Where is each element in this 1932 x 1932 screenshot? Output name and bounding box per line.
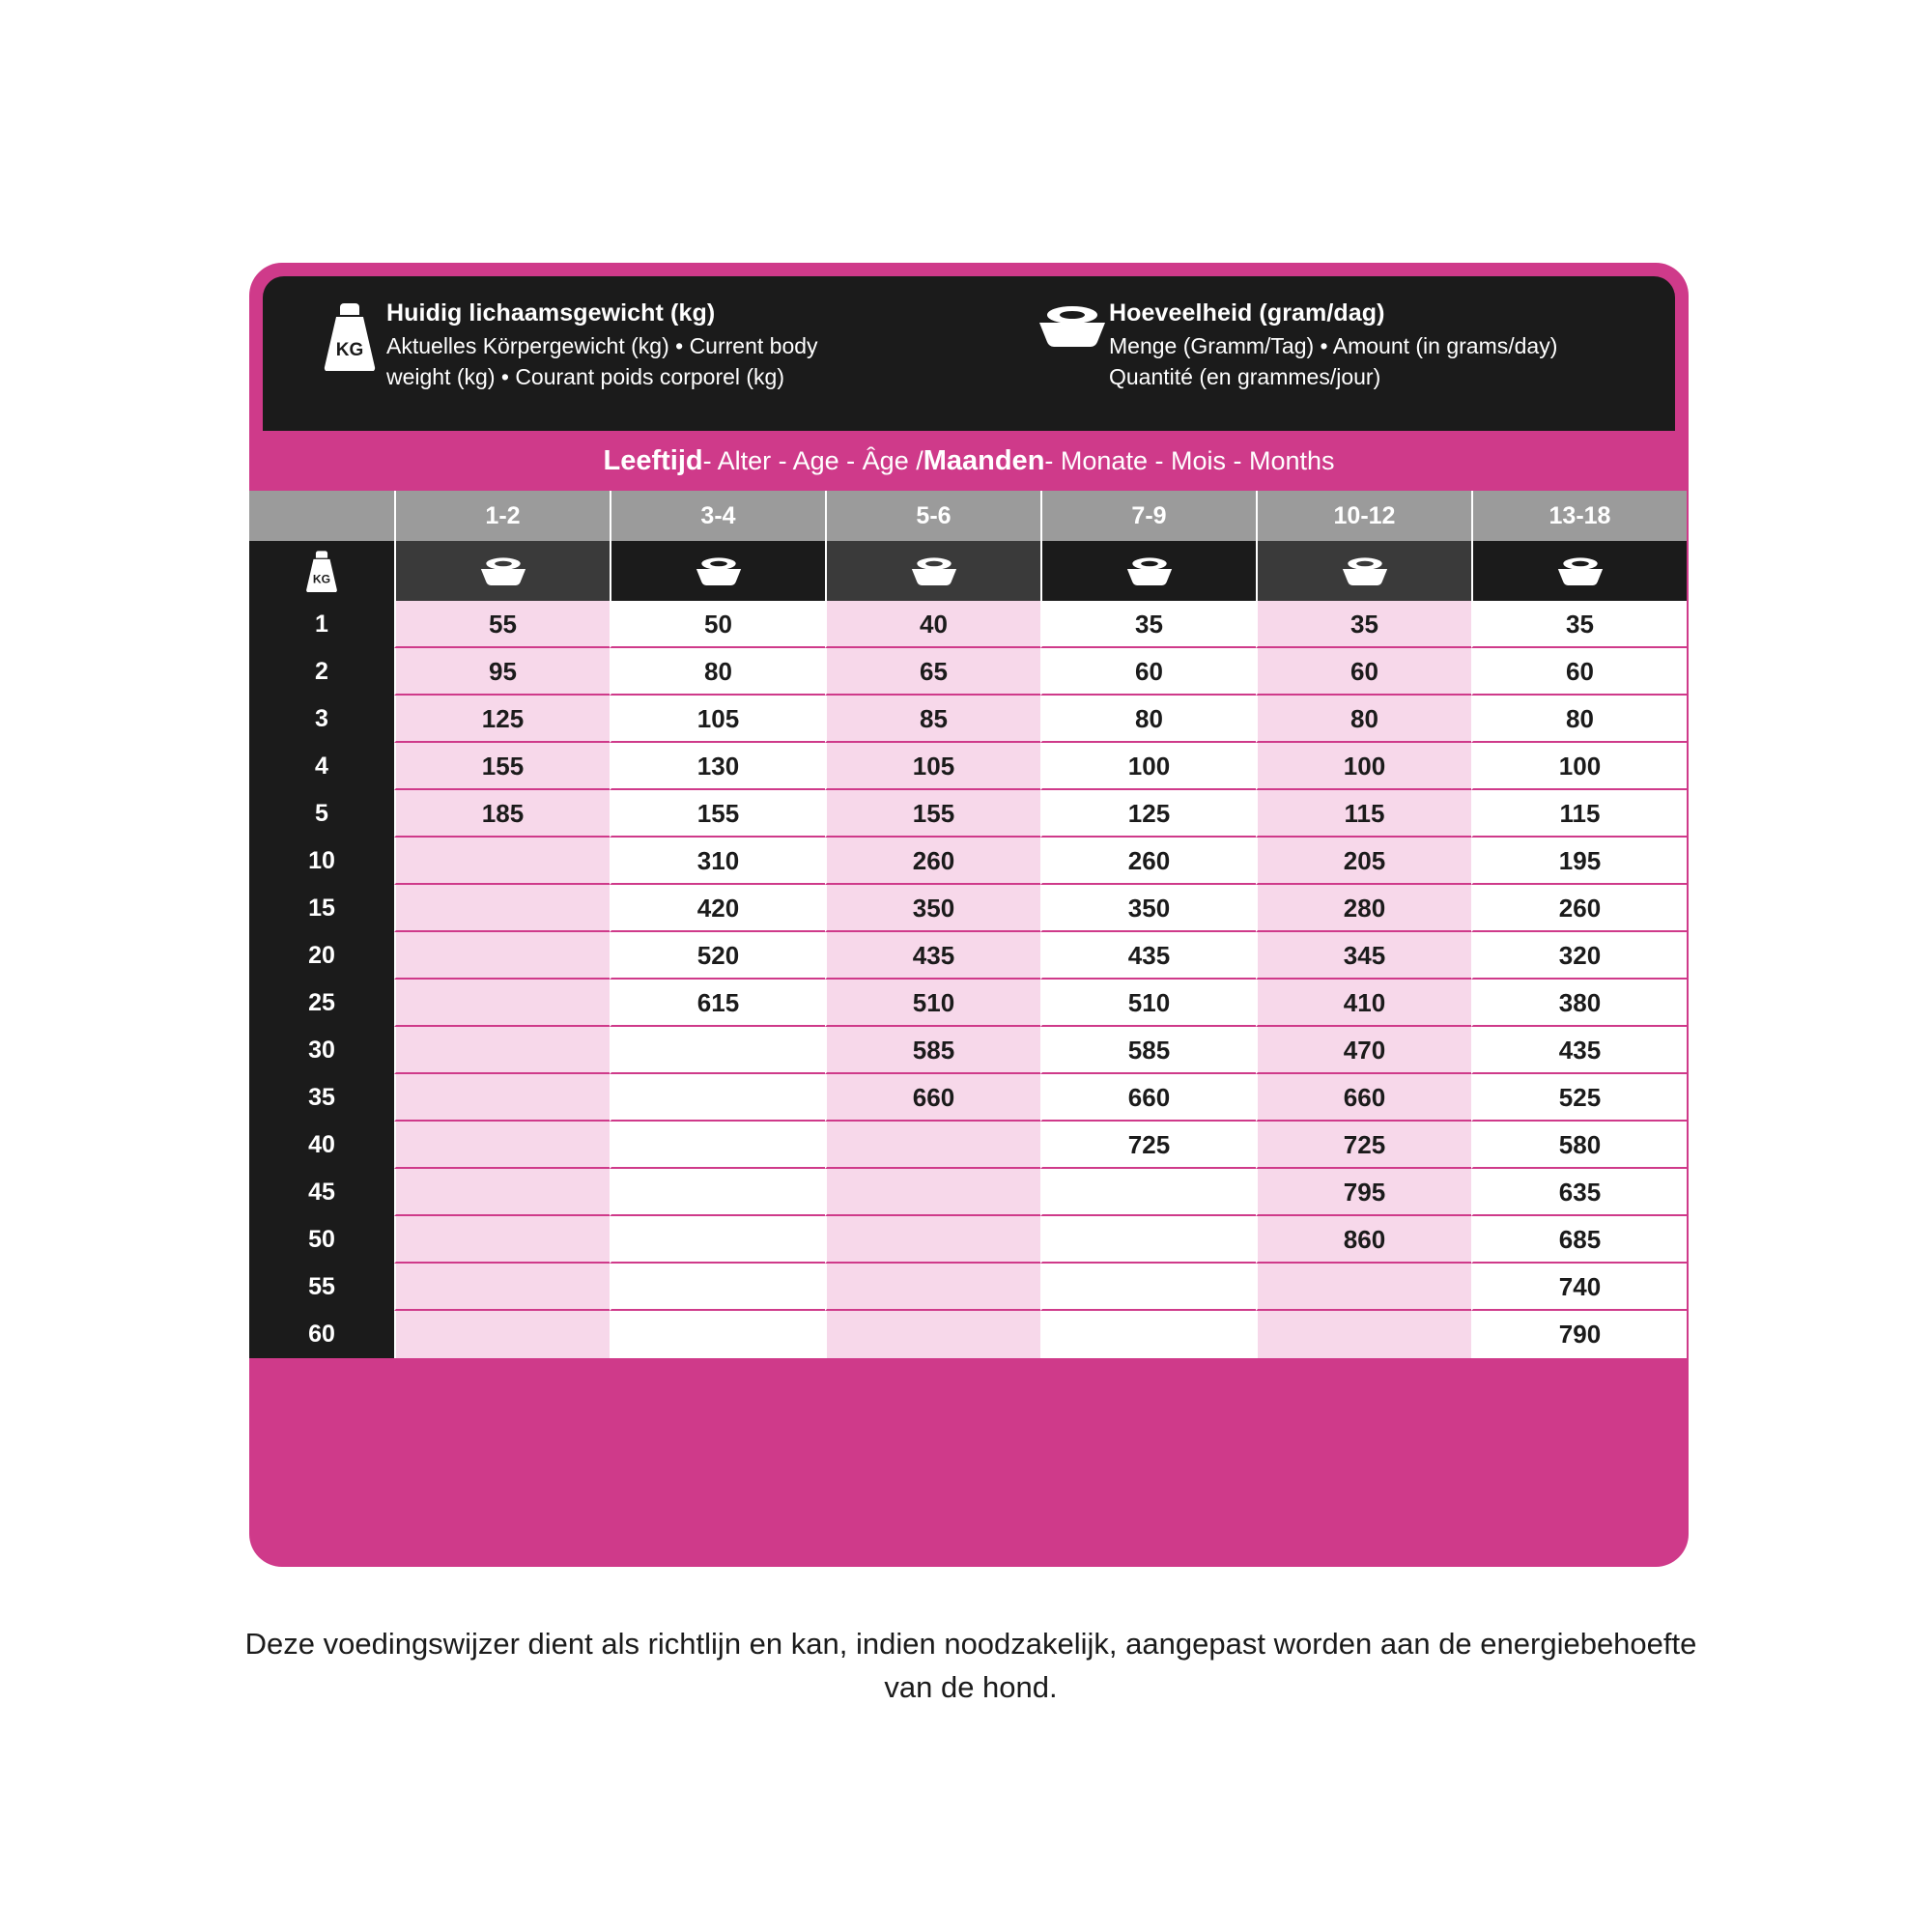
cell-5-2: 155 [610,790,825,838]
cell-60-5 [1256,1311,1471,1358]
bowl-icon-col-6 [1471,541,1687,601]
row-weight-label: 45 [249,1169,394,1216]
cell-30-1 [394,1027,610,1074]
age-bar [263,431,1675,491]
bowl-icon-col-1 [394,541,610,601]
weight-kg-icon-small [249,541,394,601]
cell-30-4: 585 [1040,1027,1256,1074]
row-weight-label: 35 [249,1074,394,1122]
cell-25-4: 510 [1040,980,1256,1027]
cell-5-5: 115 [1256,790,1471,838]
table-row [249,601,1689,648]
cell-60-3 [825,1311,1040,1358]
cell-45-1 [394,1169,610,1216]
cell-45-5: 795 [1256,1169,1471,1216]
age-bar-label-nl: Leeftijd [603,444,703,476]
cell-30-2 [610,1027,825,1074]
header-right-text [1109,298,1557,393]
cell-10-3: 260 [825,838,1040,885]
cell-55-5 [1256,1264,1471,1311]
cell-1-3: 40 [825,601,1040,648]
table-row [249,696,1689,743]
weight-kg-icon [313,298,386,371]
table-row [249,1074,1689,1122]
row-weight-label: 4 [249,743,394,790]
cell-5-6: 115 [1471,790,1687,838]
table-row [249,932,1689,980]
feeding-table [249,491,1689,1358]
cell-55-3 [825,1264,1040,1311]
cell-40-2 [610,1122,825,1169]
cell-50-6: 685 [1471,1216,1687,1264]
cell-10-4: 260 [1040,838,1256,885]
cell-40-4: 725 [1040,1122,1256,1169]
cell-45-2 [610,1169,825,1216]
cell-2-5: 60 [1256,648,1471,696]
cell-20-2: 520 [610,932,825,980]
age-bar-label-rest: - Alter - Age - Âge / [702,445,923,475]
cell-25-2: 615 [610,980,825,1027]
cell-3-4: 80 [1040,696,1256,743]
cell-20-5: 345 [1256,932,1471,980]
corner-cell-blank [249,491,394,541]
cell-5-3: 155 [825,790,1040,838]
cell-3-2: 105 [610,696,825,743]
table-row [249,1216,1689,1264]
column-header-7-9: 7-9 [1040,491,1256,541]
cell-1-5: 35 [1256,601,1471,648]
cell-40-6: 580 [1471,1122,1687,1169]
cell-4-1: 155 [394,743,610,790]
cell-10-1 [394,838,610,885]
cell-3-3: 85 [825,696,1040,743]
cell-55-2 [610,1264,825,1311]
header-left-block [263,298,1026,393]
cell-35-1 [394,1074,610,1122]
svg-text:KG: KG [335,340,364,360]
cell-30-3: 585 [825,1027,1040,1074]
row-weight-label: 15 [249,885,394,932]
row-weight-label: 2 [249,648,394,696]
food-bowl-icon [1036,298,1109,350]
card-header [263,276,1675,431]
cell-1-6: 35 [1471,601,1687,648]
column-header-5-6: 5-6 [825,491,1040,541]
cell-25-5: 410 [1256,980,1471,1027]
header-right-subtitle-line2: Quantité (en grammes/jour) [1109,364,1381,390]
cell-60-2 [610,1311,825,1358]
row-weight-label: 25 [249,980,394,1027]
cell-2-1: 95 [394,648,610,696]
header-left-text [386,298,818,393]
cell-50-5: 860 [1256,1216,1471,1264]
header-right-subtitle-line1: Menge (Gramm/Tag) • Amount (in grams/day) [1109,332,1558,358]
cell-60-6: 790 [1471,1311,1687,1358]
cell-4-2: 130 [610,743,825,790]
cell-2-2: 80 [610,648,825,696]
cell-3-6: 80 [1471,696,1687,743]
cell-10-6: 195 [1471,838,1687,885]
table-row [249,1264,1689,1311]
table-row [249,743,1689,790]
table-row [249,1122,1689,1169]
cell-55-6: 740 [1471,1264,1687,1311]
cell-5-1: 185 [394,790,610,838]
column-header-3-4: 3-4 [610,491,825,541]
cell-1-4: 35 [1040,601,1256,648]
cell-45-4 [1040,1169,1256,1216]
cell-10-2: 310 [610,838,825,885]
row-weight-label: 60 [249,1311,394,1358]
header-left-subtitle-line2: weight (kg) • Courant poids corporel (kg) [386,364,785,390]
bowl-icon-col-3 [825,541,1040,601]
row-weight-label: 30 [249,1027,394,1074]
bowl-icon-col-5 [1256,541,1471,601]
cell-30-5: 470 [1256,1027,1471,1074]
cell-15-4: 350 [1040,885,1256,932]
cell-35-5: 660 [1256,1074,1471,1122]
cell-45-6: 635 [1471,1169,1687,1216]
row-weight-label: 50 [249,1216,394,1264]
row-weight-label: 3 [249,696,394,743]
column-header-13-18: 13-18 [1471,491,1687,541]
header-left-title: Huidig lichaamsgewicht (kg) [386,299,716,327]
cell-20-3: 435 [825,932,1040,980]
age-bar-months-rest: - Monate - Mois - Months [1044,445,1335,475]
table-row [249,1027,1689,1074]
svg-text:KG: KG [312,572,331,586]
cell-20-6: 320 [1471,932,1687,980]
cell-30-6: 435 [1471,1027,1687,1074]
cell-55-4 [1040,1264,1256,1311]
cell-2-4: 60 [1040,648,1256,696]
cell-35-6: 525 [1471,1074,1687,1122]
cell-25-3: 510 [825,980,1040,1027]
header-right-title: Hoeveelheid (gram/dag) [1109,299,1385,327]
cell-15-3: 350 [825,885,1040,932]
table-row [249,648,1689,696]
cell-10-5: 205 [1256,838,1471,885]
cell-2-6: 60 [1471,648,1687,696]
row-weight-label: 20 [249,932,394,980]
cell-2-3: 65 [825,648,1040,696]
cell-4-6: 100 [1471,743,1687,790]
cell-55-1 [394,1264,610,1311]
column-header-1-2: 1-2 [394,491,610,541]
cell-4-5: 100 [1256,743,1471,790]
cell-50-2 [610,1216,825,1264]
cell-1-2: 50 [610,601,825,648]
bowl-icon-col-2 [610,541,825,601]
row-weight-label: 10 [249,838,394,885]
cell-60-1 [394,1311,610,1358]
table-header-months [249,491,1689,541]
cell-40-3 [825,1122,1040,1169]
cell-15-6: 260 [1471,885,1687,932]
cell-40-1 [394,1122,610,1169]
cell-50-4 [1040,1216,1256,1264]
cell-25-1 [394,980,610,1027]
footnote-text: Deze voedingswijzer dient als richtlijn en kan, indien noodzakelijk, aangepast worden aan de energiebehoefte van de hond. [244,1627,1697,1704]
table-row [249,1169,1689,1216]
cell-20-1 [394,932,610,980]
age-bar-months-nl: Maanden [923,444,1045,476]
table-row [249,1311,1689,1358]
cell-15-2: 420 [610,885,825,932]
cell-45-3 [825,1169,1040,1216]
row-weight-label: 5 [249,790,394,838]
feeding-guide-card [249,263,1689,1567]
cell-50-3 [825,1216,1040,1264]
row-weight-label: 40 [249,1122,394,1169]
row-weight-label: 1 [249,601,394,648]
table-row [249,885,1689,932]
cell-15-5: 280 [1256,885,1471,932]
cell-35-4: 660 [1040,1074,1256,1122]
cell-20-4: 435 [1040,932,1256,980]
cell-60-4 [1040,1311,1256,1358]
cell-35-3: 660 [825,1074,1040,1122]
cell-3-5: 80 [1256,696,1471,743]
bowl-icon-col-4 [1040,541,1256,601]
cell-4-3: 105 [825,743,1040,790]
table-row [249,838,1689,885]
cell-3-1: 125 [394,696,610,743]
row-weight-label: 55 [249,1264,394,1311]
header-right-block [1026,298,1663,393]
cell-35-2 [610,1074,825,1122]
table-row [249,790,1689,838]
cell-4-4: 100 [1040,743,1256,790]
table-row [249,980,1689,1027]
cell-5-4: 125 [1040,790,1256,838]
cell-25-6: 380 [1471,980,1687,1027]
cell-40-5: 725 [1256,1122,1471,1169]
cell-15-1 [394,885,610,932]
table-header-bowls [249,541,1689,601]
cell-1-1: 55 [394,601,610,648]
cell-50-1 [394,1216,610,1264]
column-header-10-12: 10-12 [1256,491,1471,541]
header-left-subtitle-line1: Aktuelles Körpergewicht (kg) • Current body [386,332,818,358]
